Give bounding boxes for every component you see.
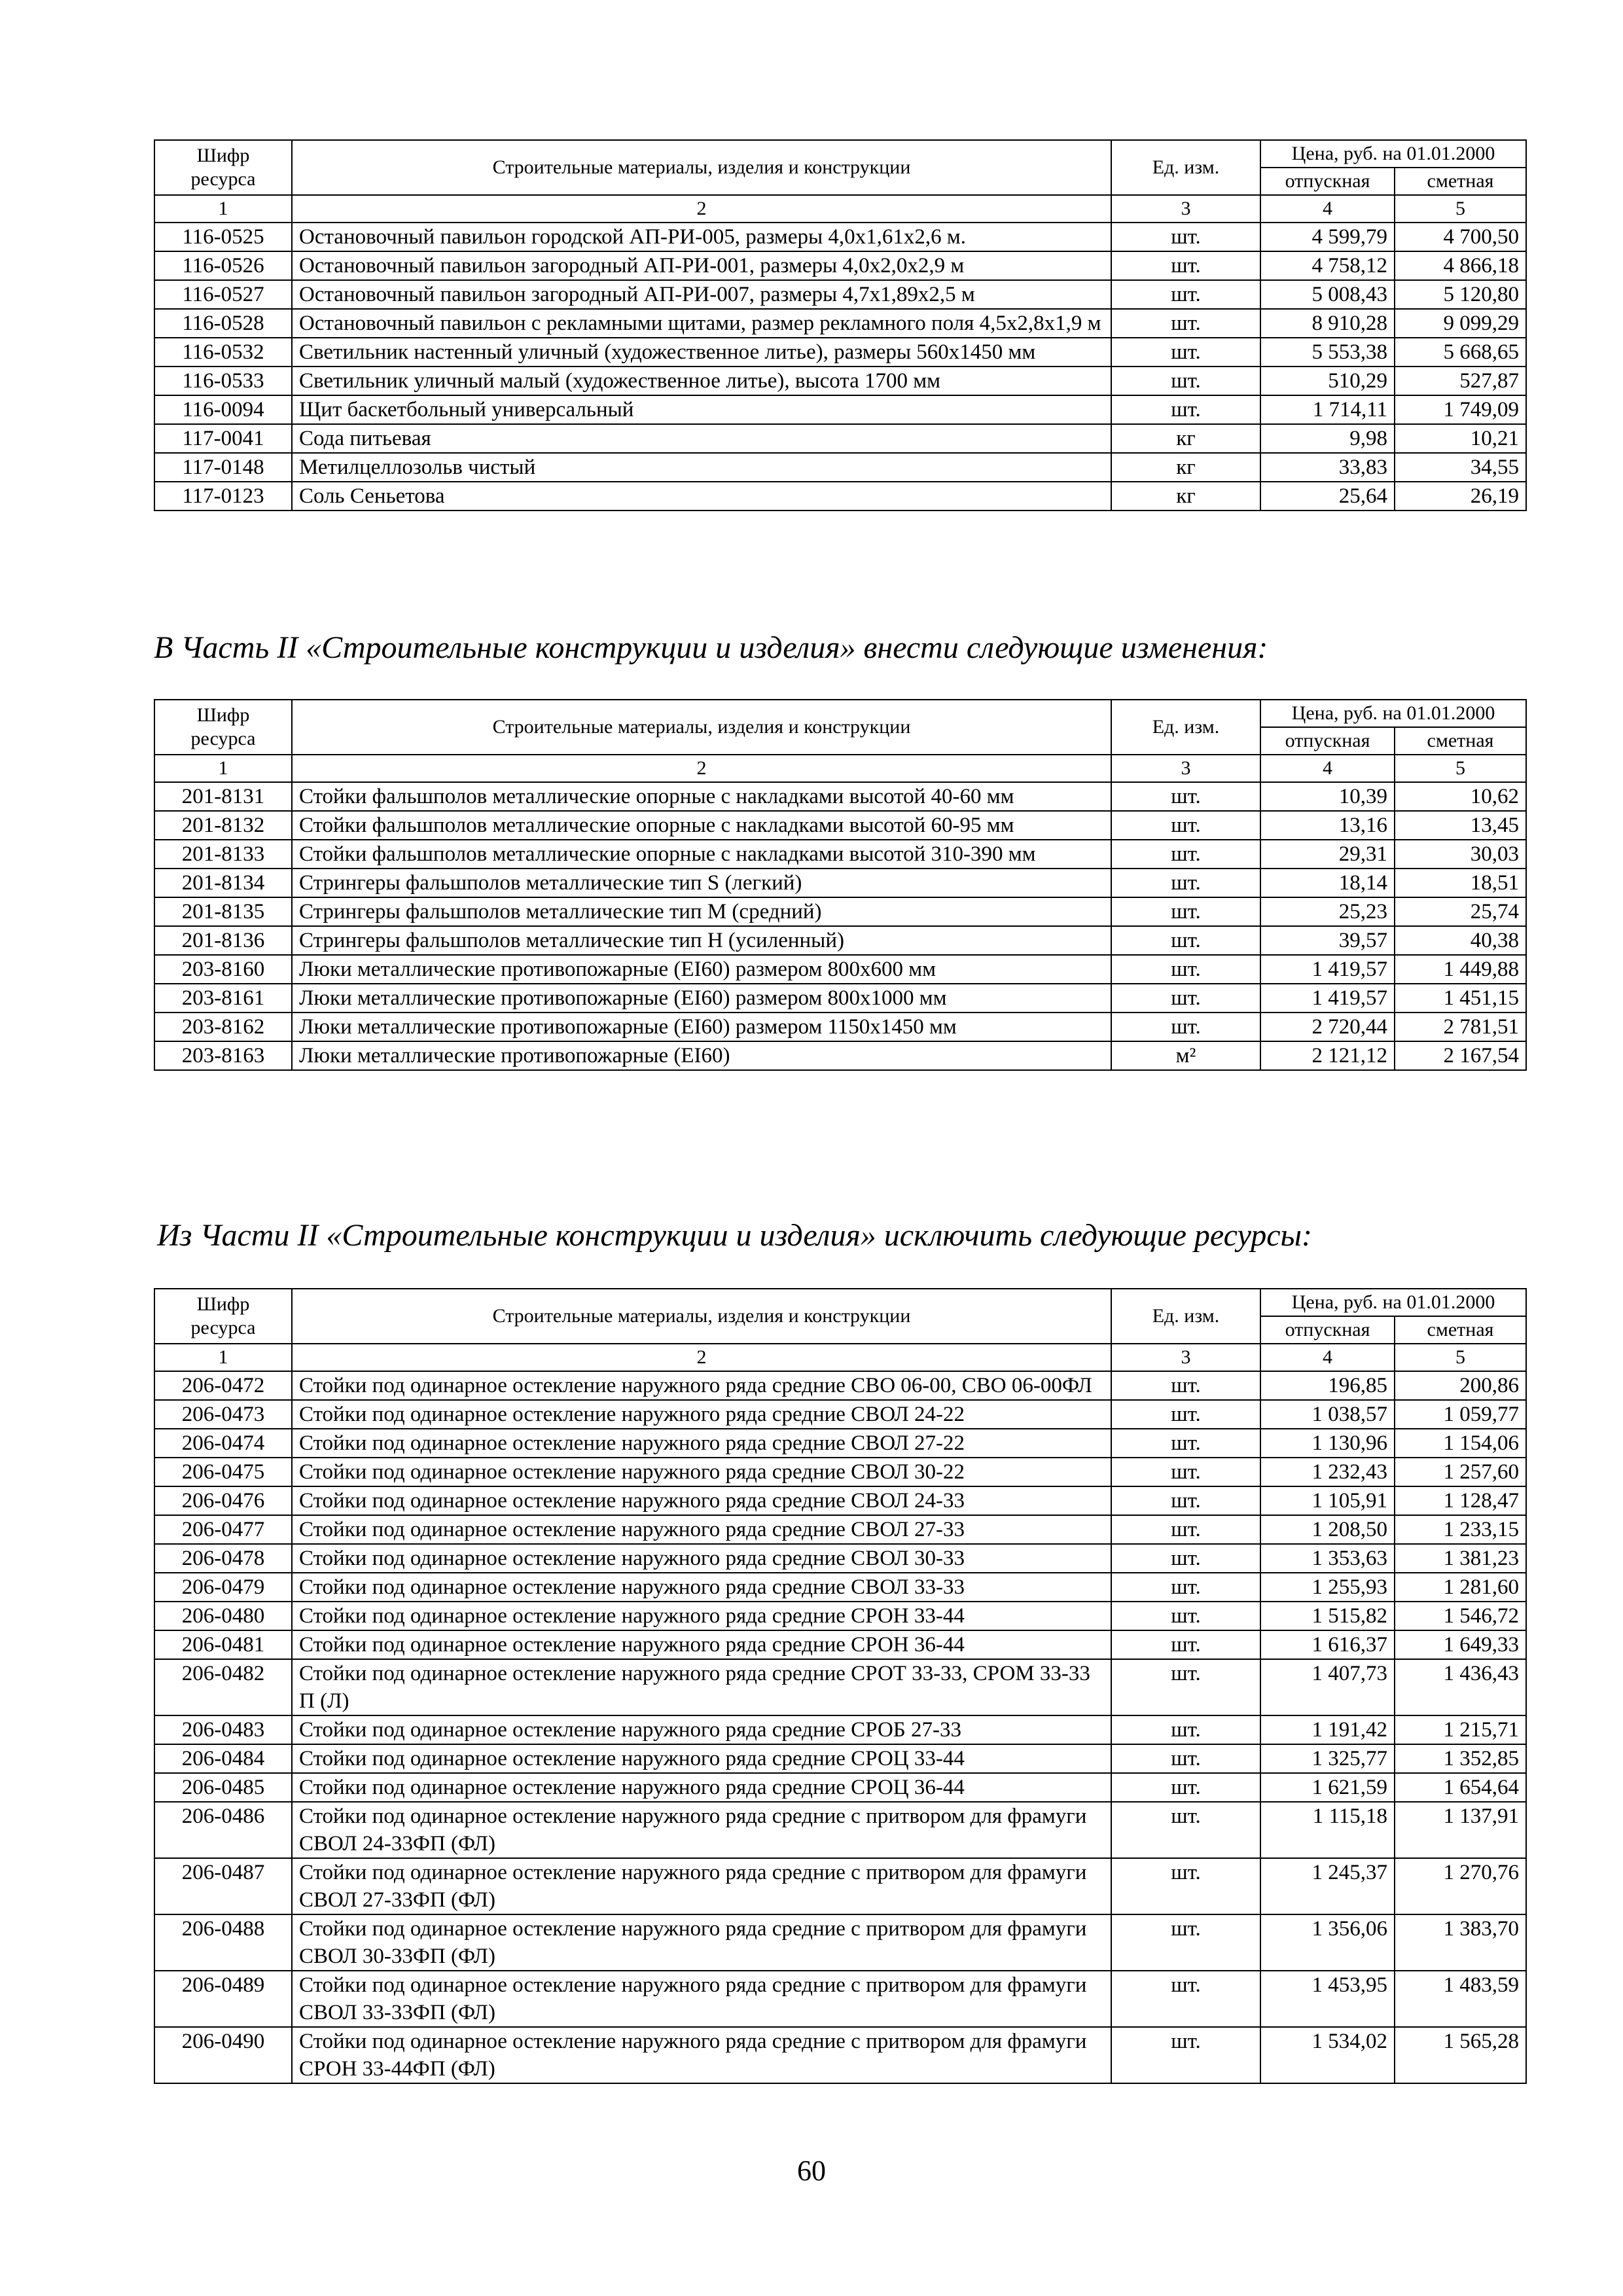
resource-code: 206-0473 xyxy=(154,1400,292,1429)
unit-cell: шт. xyxy=(1111,338,1260,367)
column-number: 1 xyxy=(154,1344,292,1371)
header-price-release: отпускная xyxy=(1260,168,1395,195)
resource-name: Стойки под одинарное остекление наружного ряда средние СВОЛ 33-33 xyxy=(292,1573,1111,1602)
table-row xyxy=(154,1013,1526,1041)
price-estimate: 10,62 xyxy=(1395,782,1526,811)
price-release: 1 356,06 xyxy=(1260,1914,1395,1971)
price-release: 29,31 xyxy=(1260,840,1395,869)
table-row xyxy=(154,869,1526,897)
header-price-estimate: сметная xyxy=(1395,1316,1526,1344)
price-estimate: 2 781,51 xyxy=(1395,1013,1526,1041)
resource-code: 201-8131 xyxy=(154,782,292,811)
price-estimate: 1 483,59 xyxy=(1395,1971,1526,2027)
unit-cell: шт. xyxy=(1111,1371,1260,1400)
price-release: 25,23 xyxy=(1260,897,1395,926)
resource-name: Стойки под одинарное остекление наружного ряда средние с притвором для фрамуги СВОЛ 24-33ФП (ФЛ) xyxy=(292,1802,1111,1858)
resource-name: Стойки под одинарное остекление наружного ряда средние с притвором для фрамуги СВОЛ 27-33ФП (ФЛ) xyxy=(292,1858,1111,1914)
section-heading-exclude: Из Части II «Строительные конструкции и изделия» исключить следующие ресурсы: xyxy=(157,1218,1313,1253)
unit-cell: шт. xyxy=(1111,1659,1260,1715)
column-number: 3 xyxy=(1111,195,1260,223)
price-release: 196,85 xyxy=(1260,1371,1395,1400)
page-number: 60 xyxy=(797,2155,826,2187)
table-row xyxy=(154,1715,1526,1744)
price-release: 1 419,57 xyxy=(1260,955,1395,984)
resource-name: Остановочный павильон с рекламными щитами, размер рекламного поля 4,5х2,8х1,9 м xyxy=(292,309,1111,338)
column-number: 4 xyxy=(1260,1344,1395,1371)
header-code-line1: Шифр xyxy=(196,704,250,726)
column-number: 3 xyxy=(1111,755,1260,782)
resource-name: Стойки под одинарное остекление наружного ряда средние СВОЛ 24-22 xyxy=(292,1400,1111,1429)
price-estimate: 1 383,70 xyxy=(1395,1914,1526,1971)
header-code xyxy=(154,1289,292,1344)
resource-name: Стойки под одинарное остекление наружного ряда средние СРОЦ 33-44 xyxy=(292,1744,1111,1773)
column-number: 2 xyxy=(292,1344,1111,1371)
resource-code: 206-0484 xyxy=(154,1744,292,1773)
price-estimate: 1 565,28 xyxy=(1395,2027,1526,2083)
table-row xyxy=(154,309,1526,338)
price-release: 1 191,42 xyxy=(1260,1715,1395,1744)
table-row xyxy=(154,1458,1526,1486)
table-row xyxy=(154,840,1526,869)
price-release: 13,16 xyxy=(1260,811,1395,840)
table-row xyxy=(154,482,1526,511)
header-row xyxy=(154,700,1526,727)
table-row xyxy=(154,926,1526,955)
resource-code: 206-0472 xyxy=(154,1371,292,1400)
price-release: 1 245,37 xyxy=(1260,1858,1395,1914)
price-estimate: 30,03 xyxy=(1395,840,1526,869)
table-row xyxy=(154,782,1526,811)
price-release: 1 038,57 xyxy=(1260,1400,1395,1429)
column-number-row xyxy=(154,195,1526,223)
table-row xyxy=(154,1659,1526,1715)
price-release: 39,57 xyxy=(1260,926,1395,955)
resource-code: 206-0474 xyxy=(154,1429,292,1458)
header-name: Строительные материалы, изделия и конструкции xyxy=(292,140,1111,195)
resource-code: 203-8162 xyxy=(154,1013,292,1041)
resource-name: Стрингеры фальшполов металлические тип H (усиленный) xyxy=(292,926,1111,955)
unit-cell: шт. xyxy=(1111,1602,1260,1630)
unit-cell: шт. xyxy=(1111,1971,1260,2027)
price-estimate: 1 436,43 xyxy=(1395,1659,1526,1715)
resource-name: Стойки под одинарное остекление наружного ряда средние СВОЛ 30-22 xyxy=(292,1458,1111,1486)
resource-name: Стойки под одинарное остекление наружного ряда средние СВОЛ 27-22 xyxy=(292,1429,1111,1458)
table-body xyxy=(154,700,1526,1070)
price-estimate: 2 167,54 xyxy=(1395,1041,1526,1070)
resource-name: Остановочный павильон загородный АП-РИ-007, размеры 4,7х1,89х2,5 м xyxy=(292,280,1111,309)
price-release: 1 105,91 xyxy=(1260,1486,1395,1515)
resource-code: 116-0533 xyxy=(154,367,292,395)
resource-code: 206-0478 xyxy=(154,1544,292,1573)
resource-name: Щит баскетбольный универсальный xyxy=(292,395,1111,424)
unit-cell: шт. xyxy=(1111,1573,1260,1602)
column-number: 4 xyxy=(1260,195,1395,223)
header-code-line1: Шифр xyxy=(196,145,250,166)
price-estimate: 1 749,09 xyxy=(1395,395,1526,424)
unit-cell: м² xyxy=(1111,1041,1260,1070)
unit-cell: шт. xyxy=(1111,1630,1260,1659)
resource-name: Стойки под одинарное остекление наружного ряда средние с притвором для фрамуги СВОЛ 30-33ФП (ФЛ) xyxy=(292,1914,1111,1971)
column-number: 2 xyxy=(292,195,1111,223)
resource-name: Люки металлические противопожарные (EI60) размером 800х600 мм xyxy=(292,955,1111,984)
unit-cell: шт. xyxy=(1111,2027,1260,2083)
unit-cell: шт. xyxy=(1111,1400,1260,1429)
resource-code: 206-0486 xyxy=(154,1802,292,1858)
header-name: Строительные материалы, изделия и конструкции xyxy=(292,700,1111,755)
unit-cell: шт. xyxy=(1111,1429,1260,1458)
unit-cell: шт. xyxy=(1111,395,1260,424)
resource-name: Стойки фальшполов металлические опорные с накладками высотой 310-390 мм xyxy=(292,840,1111,869)
resource-code: 206-0483 xyxy=(154,1715,292,1744)
table-row xyxy=(154,453,1526,482)
price-release: 8 910,28 xyxy=(1260,309,1395,338)
resource-name: Стрингеры фальшполов металлические тип S (легкий) xyxy=(292,869,1111,897)
resource-code: 116-0526 xyxy=(154,251,292,280)
unit-cell: шт. xyxy=(1111,811,1260,840)
resource-name: Стойки под одинарное остекление наружного ряда средние СВОЛ 24-33 xyxy=(292,1486,1111,1515)
unit-cell: шт. xyxy=(1111,869,1260,897)
price-release: 1 115,18 xyxy=(1260,1802,1395,1858)
price-estimate: 1 381,23 xyxy=(1395,1544,1526,1573)
resource-code: 206-0479 xyxy=(154,1573,292,1602)
header-name: Строительные материалы, изделия и конструкции xyxy=(292,1289,1111,1344)
resource-code: 206-0490 xyxy=(154,2027,292,2083)
resource-name: Сода питьевая xyxy=(292,424,1111,453)
unit-cell: шт. xyxy=(1111,840,1260,869)
table-row xyxy=(154,1914,1526,1971)
resource-code: 206-0475 xyxy=(154,1458,292,1486)
price-estimate: 1 128,47 xyxy=(1395,1486,1526,1515)
resource-name: Стойки под одинарное остекление наружного ряда средние СРОН 36-44 xyxy=(292,1630,1111,1659)
table-row xyxy=(154,1858,1526,1914)
table-row xyxy=(154,367,1526,395)
header-row xyxy=(154,140,1526,168)
price-estimate: 527,87 xyxy=(1395,367,1526,395)
header-code xyxy=(154,140,292,195)
table-row xyxy=(154,1602,1526,1630)
price-release: 4 599,79 xyxy=(1260,223,1395,251)
price-estimate: 1 654,64 xyxy=(1395,1773,1526,1802)
resource-code: 206-0481 xyxy=(154,1630,292,1659)
price-release: 1 208,50 xyxy=(1260,1515,1395,1544)
unit-cell: шт. xyxy=(1111,1715,1260,1744)
header-code xyxy=(154,700,292,755)
price-estimate: 1 281,60 xyxy=(1395,1573,1526,1602)
resource-name: Люки металлические противопожарные (EI60) размером 800х1000 мм xyxy=(292,984,1111,1013)
resource-name: Стойки фальшполов металлические опорные с накладками высотой 40-60 мм xyxy=(292,782,1111,811)
resource-code: 201-8136 xyxy=(154,926,292,955)
table-row xyxy=(154,897,1526,926)
price-estimate: 1 154,06 xyxy=(1395,1429,1526,1458)
header-code-line2: ресурса xyxy=(190,168,256,190)
price-estimate: 10,21 xyxy=(1395,424,1526,453)
resource-name: Стрингеры фальшполов металлические тип M (средний) xyxy=(292,897,1111,926)
header-unit: Ед. изм. xyxy=(1111,140,1260,195)
column-number: 3 xyxy=(1111,1344,1260,1371)
unit-cell: шт. xyxy=(1111,1858,1260,1914)
unit-cell: шт. xyxy=(1111,926,1260,955)
price-estimate: 1 233,15 xyxy=(1395,1515,1526,1544)
resource-code: 203-8163 xyxy=(154,1041,292,1070)
price-release: 1 616,37 xyxy=(1260,1630,1395,1659)
price-release: 5 008,43 xyxy=(1260,280,1395,309)
resource-name: Светильник уличный малый (художественное литье), высота 1700 мм xyxy=(292,367,1111,395)
price-estimate: 18,51 xyxy=(1395,869,1526,897)
table-row xyxy=(154,955,1526,984)
column-number: 2 xyxy=(292,755,1111,782)
price-estimate: 13,45 xyxy=(1395,811,1526,840)
price-estimate: 5 668,65 xyxy=(1395,338,1526,367)
header-unit: Ед. изм. xyxy=(1111,1289,1260,1344)
unit-cell: шт. xyxy=(1111,984,1260,1013)
table-row xyxy=(154,1486,1526,1515)
price-release: 5 553,38 xyxy=(1260,338,1395,367)
price-estimate: 200,86 xyxy=(1395,1371,1526,1400)
price-release: 9,98 xyxy=(1260,424,1395,453)
header-price: Цена, руб. на 01.01.2000 xyxy=(1260,700,1526,727)
section-heading-add: В Часть II «Строительные конструкции и изделия» внести следующие изменения: xyxy=(154,630,1268,665)
resource-table-1 xyxy=(154,139,1527,511)
header-row xyxy=(154,1289,1526,1316)
price-release: 4 758,12 xyxy=(1260,251,1395,280)
resource-code: 116-0532 xyxy=(154,338,292,367)
header-price: Цена, руб. на 01.01.2000 xyxy=(1260,1289,1526,1316)
unit-cell: шт. xyxy=(1111,1773,1260,1802)
resource-code: 203-8160 xyxy=(154,955,292,984)
unit-cell: кг xyxy=(1111,453,1260,482)
resource-code: 117-0123 xyxy=(154,482,292,511)
resource-code: 116-0094 xyxy=(154,395,292,424)
resource-code: 201-8134 xyxy=(154,869,292,897)
resource-name: Стойки под одинарное остекление наружного ряда средние СРОН 33-44 xyxy=(292,1602,1111,1630)
price-estimate: 1 546,72 xyxy=(1395,1602,1526,1630)
resource-name: Стойки под одинарное остекление наружного ряда средние с притвором для фрамуги СВОЛ 33-33ФП (ФЛ) xyxy=(292,1971,1111,2027)
unit-cell: шт. xyxy=(1111,1458,1260,1486)
resource-name: Светильник настенный уличный (художественное литье), размеры 560х1450 мм xyxy=(292,338,1111,367)
resource-table-2 xyxy=(154,699,1527,1071)
unit-cell: кг xyxy=(1111,482,1260,511)
price-release: 1 325,77 xyxy=(1260,1744,1395,1773)
price-estimate: 9 099,29 xyxy=(1395,309,1526,338)
table-row xyxy=(154,1515,1526,1544)
column-number-row xyxy=(154,1344,1526,1371)
price-estimate: 5 120,80 xyxy=(1395,280,1526,309)
unit-cell: шт. xyxy=(1111,367,1260,395)
price-estimate: 1 137,91 xyxy=(1395,1802,1526,1858)
column-number-row xyxy=(154,755,1526,782)
price-estimate: 1 270,76 xyxy=(1395,1858,1526,1914)
table-row xyxy=(154,338,1526,367)
resource-code: 206-0487 xyxy=(154,1858,292,1914)
price-release: 1 419,57 xyxy=(1260,984,1395,1013)
unit-cell: кг xyxy=(1111,424,1260,453)
price-estimate: 1 451,15 xyxy=(1395,984,1526,1013)
unit-cell: шт. xyxy=(1111,1486,1260,1515)
header-price-estimate: сметная xyxy=(1395,168,1526,195)
price-estimate: 40,38 xyxy=(1395,926,1526,955)
table-row xyxy=(154,424,1526,453)
table-row xyxy=(154,2027,1526,2083)
price-estimate: 1 059,77 xyxy=(1395,1400,1526,1429)
unit-cell: шт. xyxy=(1111,280,1260,309)
price-estimate: 1 649,33 xyxy=(1395,1630,1526,1659)
price-release: 1 453,95 xyxy=(1260,1971,1395,2027)
resource-name: Стойки фальшполов металлические опорные с накладками высотой 60-95 мм xyxy=(292,811,1111,840)
price-estimate: 26,19 xyxy=(1395,482,1526,511)
unit-cell: шт. xyxy=(1111,1802,1260,1858)
table-row xyxy=(154,1573,1526,1602)
price-release: 33,83 xyxy=(1260,453,1395,482)
unit-cell: шт. xyxy=(1111,1013,1260,1041)
resource-code: 206-0477 xyxy=(154,1515,292,1544)
table-row xyxy=(154,223,1526,251)
price-release: 10,39 xyxy=(1260,782,1395,811)
price-release: 1 353,63 xyxy=(1260,1544,1395,1573)
resource-code: 116-0527 xyxy=(154,280,292,309)
price-release: 1 255,93 xyxy=(1260,1573,1395,1602)
column-number: 4 xyxy=(1260,755,1395,782)
price-estimate: 4 866,18 xyxy=(1395,251,1526,280)
resource-code: 203-8161 xyxy=(154,984,292,1013)
price-estimate: 1 257,60 xyxy=(1395,1458,1526,1486)
column-number: 5 xyxy=(1395,755,1526,782)
price-estimate: 1 449,88 xyxy=(1395,955,1526,984)
resource-code: 201-8135 xyxy=(154,897,292,926)
header-unit: Ед. изм. xyxy=(1111,700,1260,755)
price-release: 1 621,59 xyxy=(1260,1773,1395,1802)
resource-name: Стойки под одинарное остекление наружного ряда средние СВОЛ 30-33 xyxy=(292,1544,1111,1573)
price-release: 1 407,73 xyxy=(1260,1659,1395,1715)
resource-code: 206-0489 xyxy=(154,1971,292,2027)
header-code-line1: Шифр xyxy=(196,1293,250,1315)
table-row xyxy=(154,1400,1526,1429)
unit-cell: шт. xyxy=(1111,955,1260,984)
resource-name: Остановочный павильон городской АП-РИ-005, размеры 4,0х1,61х2,6 м. xyxy=(292,223,1111,251)
price-estimate: 1 352,85 xyxy=(1395,1744,1526,1773)
table-row xyxy=(154,1802,1526,1858)
table-row xyxy=(154,1744,1526,1773)
unit-cell: шт. xyxy=(1111,1744,1260,1773)
resource-code: 117-0041 xyxy=(154,424,292,453)
price-release: 1 515,82 xyxy=(1260,1602,1395,1630)
column-number: 5 xyxy=(1395,1344,1526,1371)
column-number: 5 xyxy=(1395,195,1526,223)
resource-code: 116-0525 xyxy=(154,223,292,251)
resource-code: 206-0480 xyxy=(154,1602,292,1630)
table-body xyxy=(154,1289,1526,2083)
resource-name: Стойки под одинарное остекление наружного ряда средние СВО 06-00, СВО 06-00ФЛ xyxy=(292,1371,1111,1400)
table-body xyxy=(154,140,1526,511)
table-row xyxy=(154,1971,1526,2027)
price-release: 2 121,12 xyxy=(1260,1041,1395,1070)
unit-cell: шт. xyxy=(1111,897,1260,926)
resource-name: Стойки под одинарное остекление наружного ряда средние СРОТ 33-33, СРОМ 33-33 П (Л) xyxy=(292,1659,1111,1715)
unit-cell: шт. xyxy=(1111,782,1260,811)
price-estimate: 25,74 xyxy=(1395,897,1526,926)
resource-name: Люки металлические противопожарные (EI60) размером 1150х1450 мм xyxy=(292,1013,1111,1041)
unit-cell: шт. xyxy=(1111,223,1260,251)
resource-code: 206-0476 xyxy=(154,1486,292,1515)
header-price-estimate: сметная xyxy=(1395,727,1526,755)
price-release: 18,14 xyxy=(1260,869,1395,897)
table-row xyxy=(154,1773,1526,1802)
price-release: 1 534,02 xyxy=(1260,2027,1395,2083)
resource-name: Стойки под одинарное остекление наружного ряда средние СРОБ 27-33 xyxy=(292,1715,1111,1744)
table-row xyxy=(154,1630,1526,1659)
price-estimate: 1 215,71 xyxy=(1395,1715,1526,1744)
resource-code: 201-8133 xyxy=(154,840,292,869)
column-number: 1 xyxy=(154,755,292,782)
table-row xyxy=(154,395,1526,424)
resource-code: 206-0485 xyxy=(154,1773,292,1802)
resource-code: 117-0148 xyxy=(154,453,292,482)
resource-code: 206-0488 xyxy=(154,1914,292,1971)
unit-cell: шт. xyxy=(1111,1914,1260,1971)
table-row xyxy=(154,1429,1526,1458)
resource-name: Соль Сеньетова xyxy=(292,482,1111,511)
price-release: 1 130,96 xyxy=(1260,1429,1395,1458)
header-code-line2: ресурса xyxy=(190,728,256,749)
resource-name: Стойки под одинарное остекление наружного ряда средние СРОЦ 36-44 xyxy=(292,1773,1111,1802)
price-estimate: 4 700,50 xyxy=(1395,223,1526,251)
header-price-release: отпускная xyxy=(1260,1316,1395,1344)
unit-cell: шт. xyxy=(1111,1515,1260,1544)
resource-code: 206-0482 xyxy=(154,1659,292,1715)
resource-code: 116-0528 xyxy=(154,309,292,338)
price-release: 1 714,11 xyxy=(1260,395,1395,424)
price-estimate: 34,55 xyxy=(1395,453,1526,482)
table-row xyxy=(154,1544,1526,1573)
table-row xyxy=(154,280,1526,309)
resource-name: Метилцеллозольв чистый xyxy=(292,453,1111,482)
resource-code: 201-8132 xyxy=(154,811,292,840)
header-code-line2: ресурса xyxy=(190,1317,256,1338)
unit-cell: шт. xyxy=(1111,309,1260,338)
table-row xyxy=(154,1371,1526,1400)
table-row xyxy=(154,984,1526,1013)
header-price-release: отпускная xyxy=(1260,727,1395,755)
resource-name: Стойки под одинарное остекление наружного ряда средние СВОЛ 27-33 xyxy=(292,1515,1111,1544)
resource-table-3 xyxy=(154,1288,1527,2084)
unit-cell: шт. xyxy=(1111,1544,1260,1573)
resource-name: Остановочный павильон загородный АП-РИ-001, размеры 4,0х2,0х2,9 м xyxy=(292,251,1111,280)
price-release: 25,64 xyxy=(1260,482,1395,511)
resource-name: Люки металлические противопожарные (EI60) xyxy=(292,1041,1111,1070)
table-row xyxy=(154,1041,1526,1070)
price-release: 510,29 xyxy=(1260,367,1395,395)
unit-cell: шт. xyxy=(1111,251,1260,280)
resource-name: Стойки под одинарное остекление наружного ряда средние с притвором для фрамуги СРОН 33-44ФП (ФЛ) xyxy=(292,2027,1111,2083)
table-row xyxy=(154,811,1526,840)
table-row xyxy=(154,251,1526,280)
header-price: Цена, руб. на 01.01.2000 xyxy=(1260,140,1526,168)
column-number: 1 xyxy=(154,195,292,223)
price-release: 2 720,44 xyxy=(1260,1013,1395,1041)
price-release: 1 232,43 xyxy=(1260,1458,1395,1486)
